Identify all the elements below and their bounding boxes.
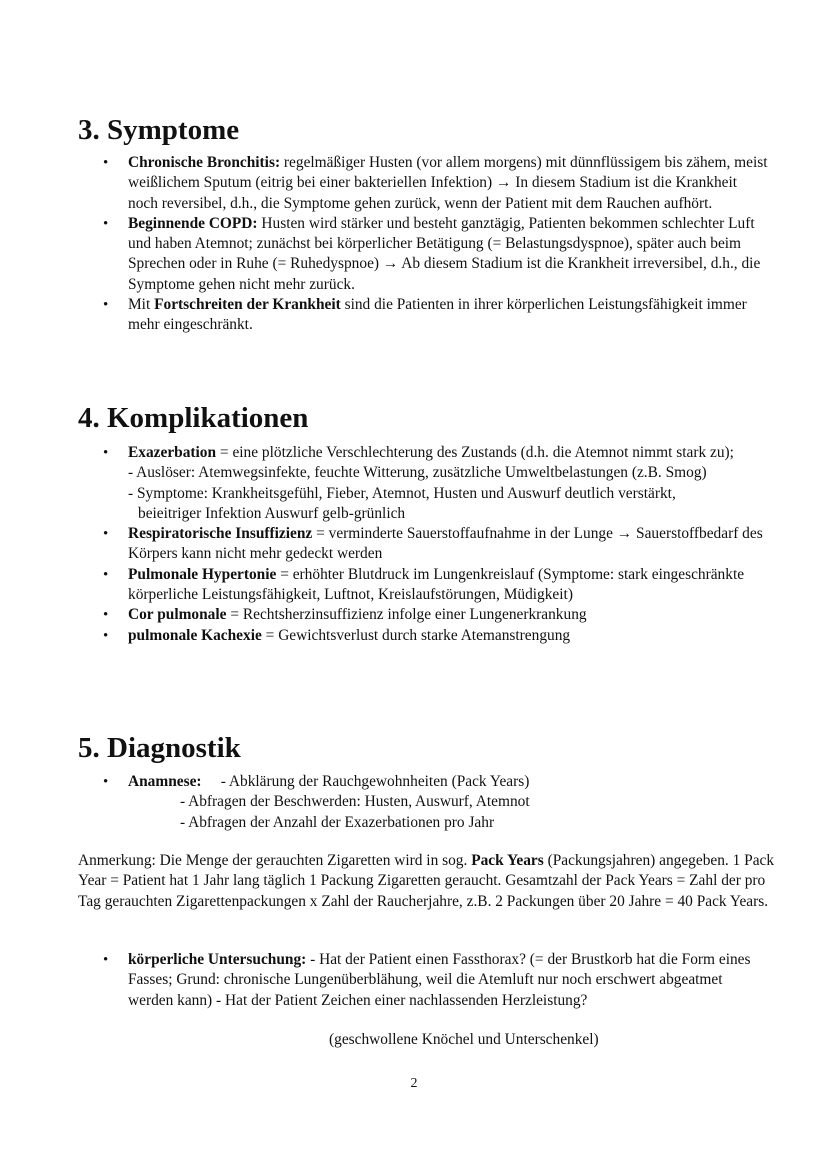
- anamnese-line: - Abfragen der Anzahl der Exazerbationen pro Jahr: [180, 813, 495, 831]
- term-label: Beginnende COPD:: [128, 214, 258, 232]
- term-label: Pulmonale Hypertonie: [128, 565, 277, 583]
- term-label: Exazerbation: [128, 444, 217, 461]
- exazerbation-symptome: - Symptome: Krankheitsgefühl, Fieber, Atemnot, Husten und Auswurf deutlich verstärkt,: [128, 484, 676, 502]
- term-text: = verminderte Sauerstoffaufnahme in der Lunge → Sauerstoffbedarf des Körpers kann nicht mehr gedeckt werden: [128, 525, 763, 563]
- term-label: Fortschreiten der Krankheit: [154, 296, 341, 314]
- page-number: 2: [410, 1076, 418, 1091]
- bullet-icon: •: [103, 774, 109, 790]
- komplikationen-list: [0, 443, 828, 646]
- term-text: - Hat der Patient einen Fassthorax? (= der Brustkorb hat die Form eines Fasses; Grund: chronische Lungenüberblähung, weil die Atemluft nur noch erschwert abgeatmet werden kann) - Hat der Patient Zeichen einer nachlassenden Herzleistung?: [128, 951, 751, 1009]
- anmerkung-paragraph: [78, 851, 778, 912]
- bullet-icon: •: [103, 215, 109, 232]
- exazerbation-ausloeser: - Auslöser: Atemwegsinfekte, feuchte Witterung, zusätzliche Umweltbelastungen (z.B. Smog): [128, 464, 707, 482]
- bullet-icon: •: [103, 952, 109, 968]
- untersuchung-note: (geschwollene Knöchel und Unterschenkel): [329, 1031, 599, 1048]
- term-label: Anamnese:: [128, 773, 202, 790]
- list-item: [0, 626, 828, 646]
- term-text: = eine plötzliche Verschlechterung des Zustands (d.h. die Atemnot nimmt stark zu);: [216, 444, 734, 461]
- term-text: Husten wird stärker und besteht ganztägig, Patienten bekommen schlechter Luft und haben Atemnot; zunächst bei körperlicher Betätigung (= Belastungsdyspnoe), später auch beim Sprechen oder in Ruhe (= Ruhedyspnoe) → Ab diesem Stadium ist die Krankheit irreversibel, d.h., die Symptome gehen nicht mehr zurück.: [128, 214, 761, 293]
- list-item: [0, 950, 828, 1011]
- term-label: Chronische Bronchitis:: [128, 154, 281, 171]
- term-label: körperliche Untersuchung:: [128, 951, 307, 968]
- bullet-icon: •: [103, 627, 109, 644]
- anamnese-line: - Abklärung der Rauchgewohnheiten (Pack Years): [220, 773, 530, 790]
- bullet-icon: •: [103, 607, 109, 624]
- anmerkung-text: (Packungsjahren) angegeben. 1 Pack Year = Patient hat 1 Jahr lang täglich 1 Packung Zigaretten geraucht. Gesamtzahl der Pack Years = Zahl der pro Tag gerauchten Zigarettenpackungen x Zahl der Raucherjahre, z.B. 2 Packungen über 20 Jahre = 40 Pack Years.: [78, 852, 775, 910]
- term-text: = Rechtsherzinsuffizienz infolge einer Lungenerkrankung: [226, 606, 587, 624]
- list-item: [0, 214, 828, 295]
- pack-years-term: Pack Years: [471, 852, 544, 869]
- symptome-list-block: [0, 153, 828, 336]
- anamnese-block: [0, 772, 828, 833]
- term-text: sind die Patienten in ihrer körperlichen Leistungsfähigkeit immer mehr eingeschränkt.: [128, 296, 747, 334]
- bullet-icon: •: [103, 155, 109, 171]
- list-item: [0, 524, 828, 565]
- list-item: [0, 605, 828, 625]
- term-label: pulmonale Kachexie: [128, 626, 262, 644]
- komplikationen-list-block: [0, 443, 828, 646]
- term-text: = Gewichtsverlust durch starke Atemanstrengung: [261, 626, 571, 644]
- term-text: regelmäßiger Husten (vor allem morgens) mit dünnflüssigem bis zähem, meist weißlichem Sputum (eitrig bei einer bakteriellen Infektion) → In diesem Stadium ist die Krankheit noch reversibel, d.h., die Symptome gehen zurück, wenn der Patient mit dem Rauchen aufhört.: [128, 154, 768, 212]
- anamnese-list: [0, 772, 828, 833]
- term-text: = erhöhter Blutdruck im Lungenkreislauf (Symptome: stark eingeschränkte körperliche Leistungsfähigkeit, Luftnot, Kreislaufstörungen, Müdigkeit): [128, 565, 745, 604]
- exazerbation-symptome-cont: beieitriger Infektion Auswurf gelb-grünlich: [138, 504, 406, 522]
- bullet-icon: •: [103, 526, 109, 543]
- list-item: [0, 295, 828, 336]
- anmerkung-text: Anmerkung: Die Menge der gerauchten Zigaretten wird in sog.: [78, 852, 472, 869]
- heading-symptome: 3. Symptome: [78, 114, 240, 146]
- term-label: Cor pulmonale: [128, 606, 227, 624]
- heading-komplikationen: 4. Komplikationen: [78, 402, 309, 434]
- heading-diagnostik: 5. Diagnostik: [78, 732, 241, 764]
- untersuchung-block: [0, 950, 828, 1011]
- anamnese-line: - Abfragen der Beschwerden: Husten, Auswurf, Atemnot: [180, 793, 530, 811]
- list-item: [0, 153, 828, 214]
- bullet-icon: •: [103, 445, 109, 461]
- symptome-list: [0, 153, 828, 336]
- bullet-icon: •: [103, 566, 109, 583]
- bullet-icon: •: [103, 297, 109, 314]
- list-item: [0, 443, 828, 524]
- list-item: [0, 772, 828, 833]
- list-item: [0, 565, 828, 606]
- untersuchung-list: [0, 950, 828, 1011]
- term-prefix: Mit: [128, 296, 155, 314]
- term-label: Respiratorische Insuffizienz: [128, 525, 313, 543]
